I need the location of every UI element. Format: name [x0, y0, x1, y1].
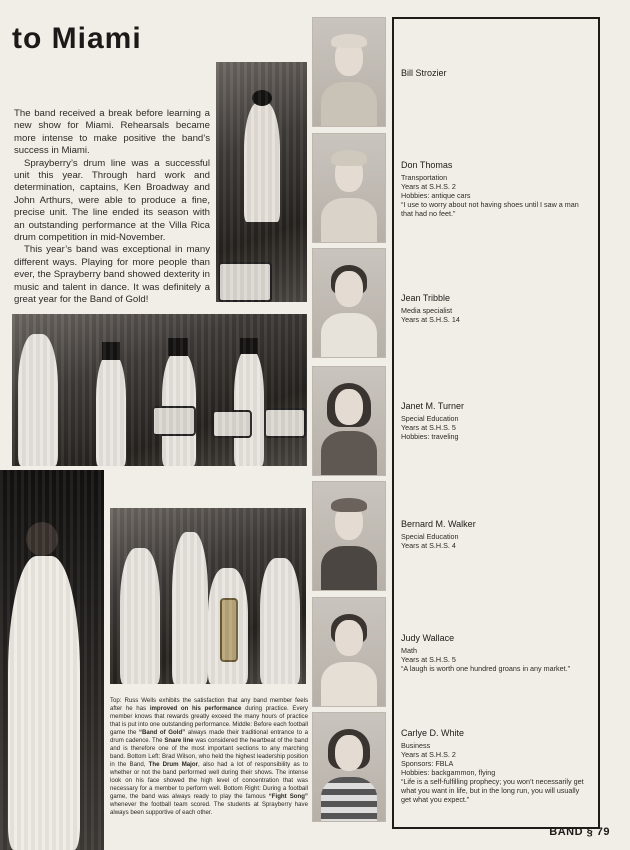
faculty-name: Bernard M. Walker: [401, 519, 476, 529]
faculty-detail: Sponsors: FBLA: [401, 759, 454, 768]
caption-emphasis: “Fight Song”: [268, 793, 308, 800]
caption-text: Top: Russ Wells exhibits the satisfaction that any band member feels after he has: [110, 697, 308, 712]
faculty-entry-judy-wallace: [401, 633, 591, 673]
faculty-detail: Years at S.H.S. 2: [401, 750, 456, 759]
portrait-janet-turner: [312, 366, 386, 476]
faculty-detail: Years at S.H.S. 2: [401, 182, 456, 191]
faculty-detail: Math: [401, 646, 417, 655]
faculty-detail: Special Education: [401, 414, 459, 423]
caption-text: always made their traditional entrance to a drum cadence. The: [110, 729, 308, 744]
faculty-detail: Years at S.H.S. 14: [401, 315, 460, 324]
band-member-photo: [216, 62, 307, 302]
caption-text: was considered the heartbeat of the band and is therefore one of the most important sections to any marching band. Bottom Left: Brad Wilson, who held the highest leadership position in the Band,: [110, 737, 308, 768]
caption-text: whenever the football team scored. The students at Sprayberry have always been supportive of each other.: [110, 801, 308, 816]
faculty-entry-jean-tribble: [401, 293, 591, 324]
faculty-detail: Media specialist: [401, 306, 453, 315]
fight-song-photo: [110, 508, 306, 684]
page-title: to Miami: [12, 22, 142, 55]
story-text: [14, 108, 210, 307]
faculty-name: Bill Strozier: [401, 68, 447, 78]
portrait-carlye-white: [312, 712, 386, 822]
faculty-name: Janet M. Turner: [401, 401, 465, 411]
faculty-name: Jean Tribble: [401, 293, 451, 303]
faculty-detail: Hobbies: antique cars: [401, 191, 471, 200]
faculty-detail: Special Education: [401, 532, 459, 541]
page-folio: BAND § 79: [549, 826, 610, 838]
faculty-name: Judy Wallace: [401, 633, 455, 643]
story-paragraph: Sprayberry’s drum line was a successful unit this year. Through hard work and determination, captains, Ken Broadway and John Arthurs, were able to produce a fine, precise unit. The line ended its season with an outstanding performance at the Villa Rica drum competition in mid-November.: [14, 157, 210, 244]
faculty-entry-carlye-white: [401, 728, 591, 804]
faculty-detail: Hobbies: backgammon, flying: [401, 768, 496, 777]
caption-emphasis: The Drum Major: [148, 761, 198, 768]
faculty-detail: Years at S.H.S. 4: [401, 541, 456, 550]
caption-emphasis: “Band of Gold”: [138, 729, 186, 736]
faculty-name: Carlye D. White: [401, 728, 465, 738]
faculty-quote: “A laugh is worth one hundred groans in any market.”: [401, 664, 571, 673]
faculty-entry-don-thomas: [401, 160, 591, 218]
faculty-detail: Transportation: [401, 173, 448, 182]
story-paragraph: The band received a break before learning a new show for Miami. Rehearsals became more intense to make positive the band’s success in Miami.: [14, 108, 210, 157]
portrait-jean-tribble: [312, 248, 386, 358]
faculty-detail: Hobbies: traveling: [401, 432, 459, 441]
drum-major-photo: [0, 470, 104, 850]
portrait-judy-wallace: [312, 597, 386, 707]
caption-emphasis: improved on his performance: [149, 705, 242, 712]
faculty-detail: Years at S.H.S. 5: [401, 423, 456, 432]
portrait-bill-strozier: [312, 17, 386, 127]
caption-text: during practice. Every member knows that rewards greatly exceed the many hours of practice that is put into one outstanding performance. Middle: Before each football game the: [110, 705, 308, 736]
faculty-name: Don Thomas: [401, 160, 453, 170]
caption-text: , also had a lot of responsibility as to whether or not the band performed well during their shows. The intense look on his face showed the high level of concentration that was necessary for a member to perform well. Bottom Right: During a football game, the band was always ready to play the famous: [110, 761, 309, 800]
faculty-quote: “I use to worry about not having shoes until I saw a man that had no feet.”: [401, 200, 579, 218]
portrait-bernard-walker: [312, 481, 386, 591]
photo-captions: [110, 697, 308, 817]
caption-emphasis: Snare line: [164, 737, 194, 744]
story-paragraph: This year’s band was exceptional in many different ways. Playing for more people than ever, the Sprayberry band showed dexterity in music and talent in dance. It was definitely a great year for the Band of Gold!: [14, 244, 210, 306]
faculty-quote: “Life is a self-fulfilling prophecy; you won’t necessarily get what you want in life, but in the long run, you will usually get what you expect.”: [401, 777, 584, 804]
faculty-entry-janet-turner: [401, 401, 591, 441]
faculty-detail: Years at S.H.S. 5: [401, 655, 456, 664]
faculty-detail: Business: [401, 741, 431, 750]
faculty-entry-bernard-walker: [401, 519, 591, 550]
drum-line-photo: [12, 314, 307, 466]
faculty-entry-bill-strozier: [401, 68, 591, 81]
portrait-don-thomas: [312, 133, 386, 243]
